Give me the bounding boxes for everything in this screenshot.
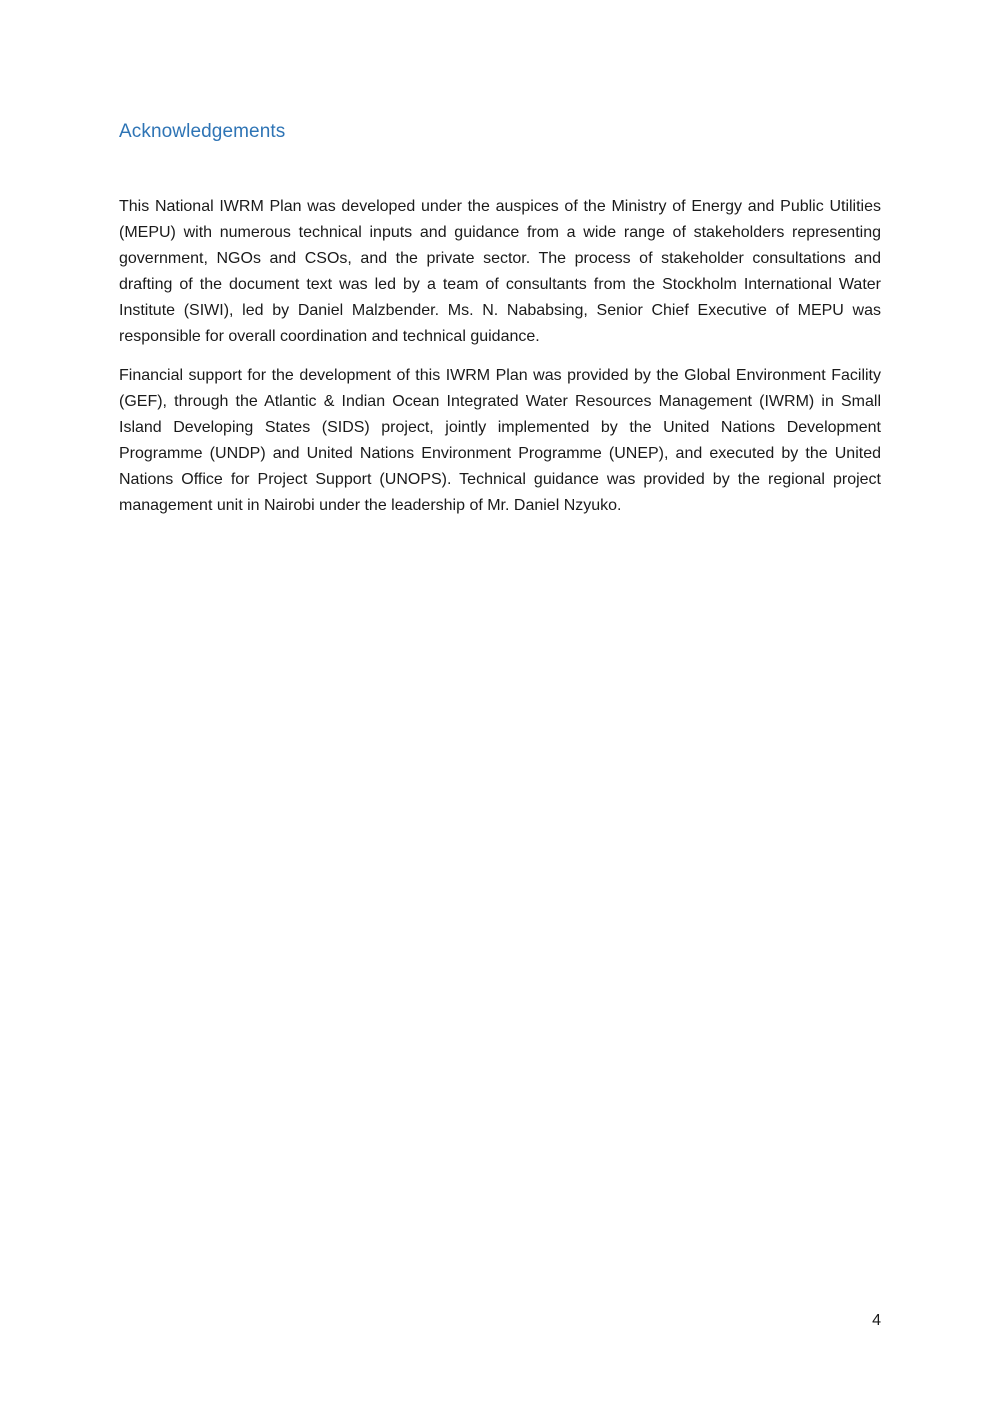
paragraph-financial-support: Financial support for the development of this IWRM Plan was provided by the Global Environment Facility (GEF), through the Atlantic & Indian Ocean Integrated Water Resources Management (IWRM) in Small Island Developing States (SIDS) project, jointly implemented by the United Nations Development Programme (UNDP) and United Nations Environment Programme (UNEP), and executed by the United Nations Office for Project Support (UNOPS). Technical guidance was provided by the regional project management unit in Nairobi under the leadership of Mr. Daniel Nzyuko. — [119, 367, 881, 514]
section-heading: Acknowledgements — [119, 121, 286, 142]
page-content — [119, 118, 881, 532]
body-text — [119, 194, 881, 519]
paragraph-development: This National IWRM Plan was developed under the auspices of the Ministry of Energy and Public Utilities (MEPU) with numerous technical inputs and guidance from a wide range of stakeholders representing government, NGOs and CSOs, and the private sector. The process of stakeholder consultations and drafting of the document text was led by a team of consultants from the Stockholm International Water Institute (SIWI), led by Daniel Malzbender. Ms. N. Nababsing, Senior Chief Executive of MEPU was responsible for overall coordination and technical guidance. — [119, 198, 881, 345]
page-number: 4 — [872, 1312, 881, 1329]
